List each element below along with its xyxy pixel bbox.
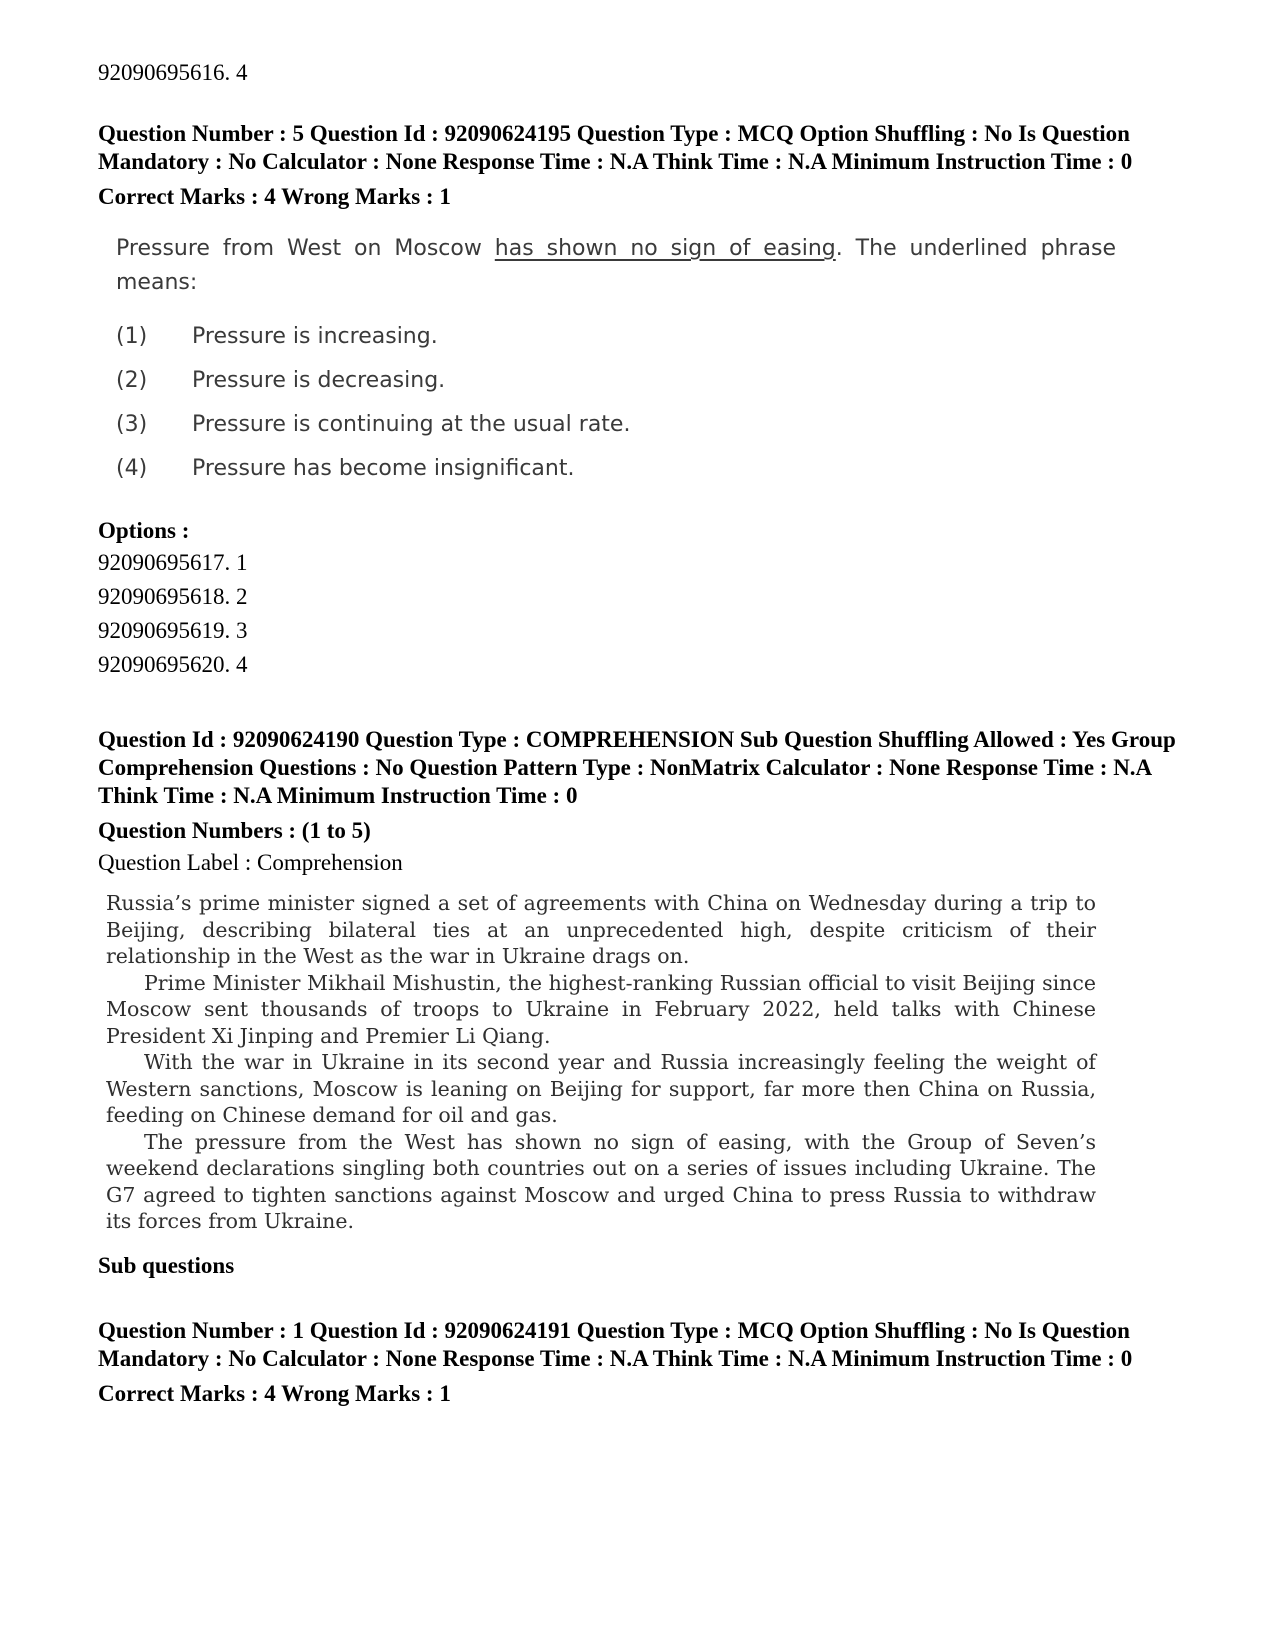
- choice-number: (4): [116, 455, 148, 481]
- comprehension-passage: [106, 890, 1096, 1235]
- option-id-item: 92090695618. 2: [98, 584, 248, 609]
- choice-number: (1): [116, 323, 148, 349]
- comprehension-meta: Question Id : 92090624190 Question Type : COMPREHENSION Sub Question Shuffling Allowed : Yes Group Comprehension Questions : No Question Pattern Type : NonMatrix Calculator : None Response Time : N.A Think Time : N.A Minimum Instruction Time : 0: [98, 727, 1176, 808]
- choice-text: Pressure is continuing at the usual rate.: [192, 411, 631, 437]
- passage-paragraph: The pressure from the West has shown no sign of easing, with the Group of Seven’s weekend declarations singling both countries out on a series of issues including Ukraine. The G7 agreed to tighten sanctions against Moscow and urged China to press Russia to withdraw its forces from Ukraine.: [106, 1129, 1096, 1233]
- document-page: [98, 58, 1178, 1409]
- choice-item: [116, 314, 1116, 358]
- question-label: Question Label : Comprehension: [98, 850, 403, 875]
- question-1-meta: Question Number : 1 Question Id : 92090624191 Question Type : MCQ Option Shuffling : No Is Question Mandatory : No Calculator : None Response Time : N.A Think Time : N.A Minimum Instruction Time : 0: [98, 1317, 1133, 1371]
- question-5-image: [116, 232, 1116, 490]
- question-5-stem: [116, 232, 1116, 300]
- question-5-meta: Question Number : 5 Question Id : 92090624195 Question Type : MCQ Option Shuffling : No Is Question Mandatory : No Calculator : None Response Time : N.A Think Time : N.A Minimum Instruction Time : 0: [98, 121, 1133, 174]
- choice-item: [116, 402, 1116, 446]
- choice-number: (3): [116, 411, 148, 437]
- passage-paragraph: Prime Minister Mikhail Mishustin, the highest-ranking Russian official to visit Beijing since Moscow sent thousands of troops to Ukraine in February 2022, held talks with Chinese President Xi Jinping and Premier Li Qiang.: [106, 970, 1096, 1048]
- question-5-marks: Correct Marks : 4 Wrong Marks : 1: [98, 184, 451, 209]
- choice-item: [116, 446, 1116, 490]
- question-1-marks: Correct Marks : 4 Wrong Marks : 1: [98, 1380, 451, 1406]
- stem-underlined-phrase: has shown no sign of easing: [494, 236, 836, 261]
- choice-text: Pressure is decreasing.: [192, 367, 446, 393]
- option-id-list: [98, 546, 1178, 682]
- question-5-choices: [116, 314, 1116, 490]
- choice-item: [116, 358, 1116, 402]
- stem-after: . The underlined phrase means:: [116, 236, 1117, 295]
- options-heading: Options :: [98, 518, 190, 543]
- stem-before: Pressure from West on Moscow: [116, 236, 495, 261]
- previous-option: 92090695616. 4: [98, 60, 248, 85]
- passage-paragraph: Russia’s prime minister signed a set of agreements with China on Wednesday during a trip to Beijing, describing bilateral ties at an unprecedented high, despite criticism of their relationship in the West as the war in Ukraine drags on.: [106, 891, 1096, 968]
- option-id-item: 92090695620. 4: [98, 652, 248, 677]
- question-numbers: Question Numbers : (1 to 5): [98, 818, 371, 843]
- passage-paragraph: With the war in Ukraine in its second year and Russia increasingly feeling the weight of Western sanctions, Moscow is leaning on Beijing for support, far more then China on Russia, feeding on Chinese demand for oil and gas.: [106, 1050, 1096, 1127]
- choice-text: Pressure is increasing.: [192, 323, 438, 349]
- choice-text: Pressure has become insignificant.: [192, 455, 575, 481]
- option-id-item: 92090695617. 1: [98, 550, 248, 575]
- choice-number: (2): [116, 367, 148, 393]
- option-id-item: 92090695619. 3: [98, 618, 248, 643]
- sub-questions-heading: Sub questions: [98, 1252, 235, 1278]
